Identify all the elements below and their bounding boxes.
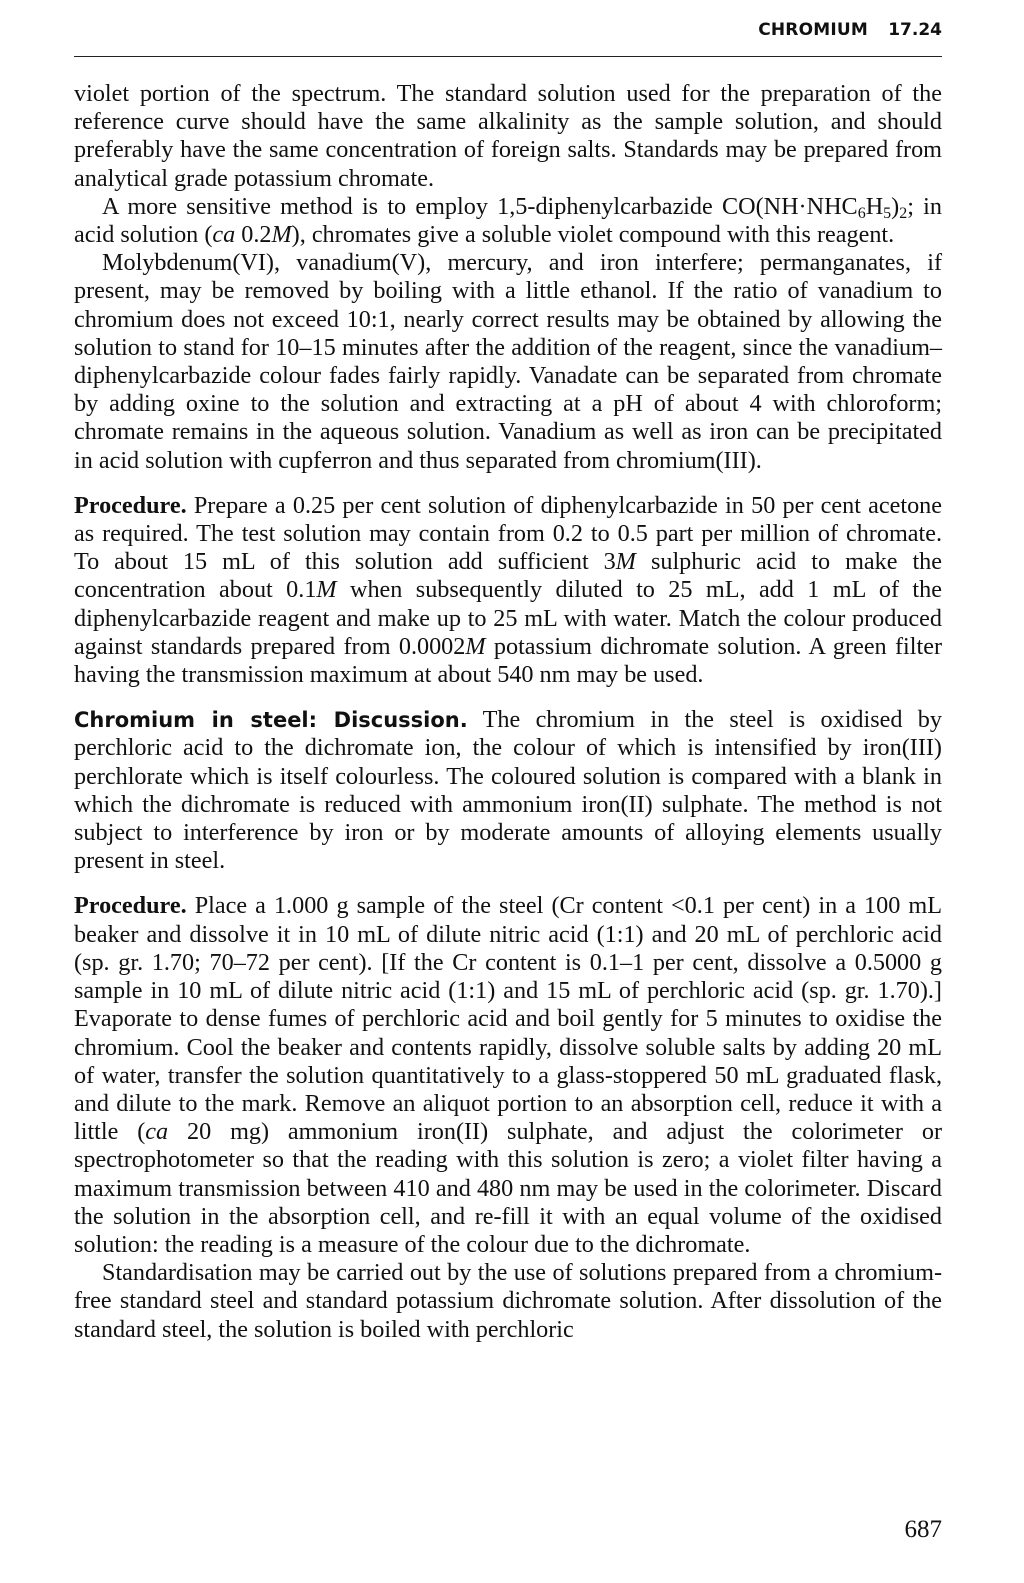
paragraph-procedure-1: Procedure. Prepare a 0.25 per cent solution of diphenylcarbazide in 50 per cent acetone as required. The test solution may contain from 0.2 to 0.5 part per million of chromate. To about 15 mL of this solution add sufficient 3M sulphuric acid to make the concentration about 0.1M when subsequently diluted to 25 mL, add 1 mL of the diphenylcarbazide reagent and make up to 25 mL with water. Match the colour produced against standards prepared from 0.0002M potassium dichromate solution. A green filter having the transmission maximum at about 540 nm may be used. [74, 491, 942, 689]
discussion-heading: Chromium in steel: Discussion. [74, 708, 468, 733]
paragraph-diphenylcarbazide: A more sensitive method is to employ 1,5-diphenylcarbazide $CO(NH\cdot NHC_6H_5)_2$; in acid solution (ca 0.2M), chromates give a soluble violet compound with this reagent. [74, 192, 942, 249]
page-body [74, 80, 942, 1344]
paragraph-continuation: violet portion of the spectrum. The standard solution used for the preparation of the reference curve should have the same alkalinity as the sample solution, and should preferably have the same concentration of foreign salts. Standards may be prepared from analytical grade potassium chromate. [74, 80, 942, 192]
header-chapter-title: CHROMIUM [758, 20, 868, 40]
paragraph-procedure-2: Procedure. Place a 1.000 g sample of the steel (Cr content <0.1 per cent) in a 100 mL beaker and dissolve it in 10 mL of dilute nitric acid (1:1) and 20 mL of perchloric acid (sp. gr. 1.70; 70–72 per cent). [If the Cr content is 0.1–1 per cent, dissolve a 0.5000 g sample in 10 mL of dilute nitric acid (1:1) and 15 mL of perchloric acid (sp. gr. 1.70).] Evaporate to dense fumes of perchloric acid and boil gently for 5 minutes to oxidise the chromium. Cool the beaker and contents rapidly, dissolve soluble salts by adding 20 mL of water, transfer the solution quantitatively to a glass-stoppered 50 mL graduated flask, and dilute to the mark. Remove an aliquot portion to an absorption cell, reduce it with a little (ca 20 mg) ammonium iron(II) sulphate, and adjust the colorimeter or spectrophotometer so that the reading with this solution is zero; a violet filter having a maximum transmission between 410 and 480 nm may be used in the colorimeter. Discard the solution in the absorption cell, and re-fill it with an equal volume of the oxidised solution: the reading is a measure of the colour due to the dichromate. [74, 892, 942, 1258]
header-section-number: 17.24 [888, 20, 942, 40]
paragraph-chromium-in-steel: Chromium in steel: Discussion. The chromium in the steel is oxidised by perchloric acid to the dichromate ion, the colour of which is intensified by iron(III) perchlorate which is itself colourless. The coloured solution is compared with a blank in which the dichromate is reduced with ammonium iron(II) sulphate. The method is not subject to interference by iron or by moderate amounts of alloying elements usually present in steel. [74, 706, 942, 875]
paragraph-standardisation: Standardisation may be carried out by the use of solutions prepared from a chromium-free standard steel and standard potassium dichromate solution. After dissolution of the standard steel, the solution is boiled with perchloric [74, 1259, 942, 1343]
running-header [74, 18, 942, 57]
paragraph-interferences: Molybdenum(VI), vanadium(V), mercury, and iron interfere; permanganates, if present, may be removed by boiling with a little ethanol. If the ratio of vanadium to chromium does not exceed 10:1, nearly correct results may be obtained by allowing the solution to stand for 10–15 minutes after the addition of the reagent, since the vanadium–diphenylcarbazide colour fades fairly rapidly. Vanadate can be separated from chromate by adding oxine to the solution and extracting at a pH of about 4 with chloroform; chromate remains in the aqueous solution. Vanadium as well as iron can be precipitated in acid solution with cupferron and thus separated from chromium(III). [74, 249, 942, 474]
procedure-heading: Procedure. [74, 892, 187, 920]
page-number: 687 [904, 1516, 942, 1543]
procedure-heading: Procedure. [74, 491, 187, 519]
